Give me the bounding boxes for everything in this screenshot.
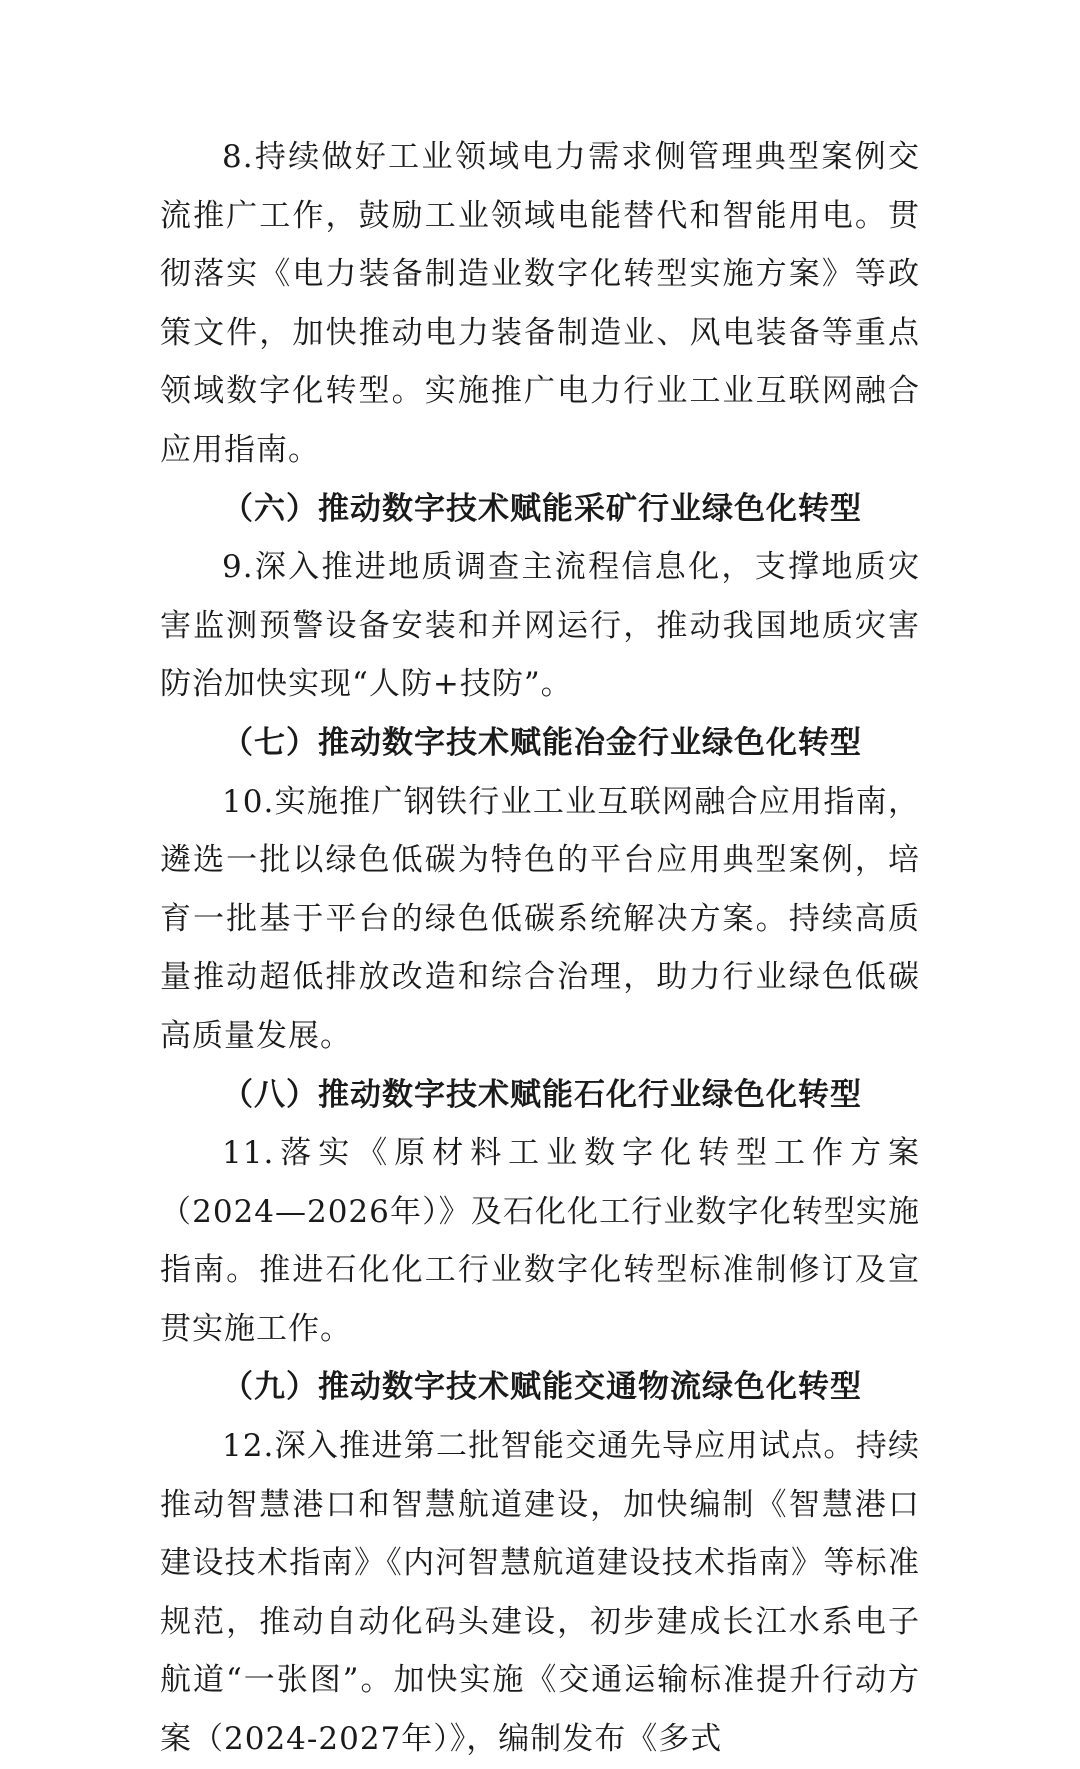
paragraph-8: 8.持续做好工业领域电力需求侧管理典型案例交流推广工作，鼓励工业领域电能替代和智能用电。贯彻落实《电力装备制造业数字化转型实施方案》等政策文件，加快推动电力装备制造业、风电装备等重点领域数字化转型。实施推广电力行业工业互联网融合应用指南。 [160,139,920,468]
paragraph-11: 11.落实《原材料工业数字化转型工作方案（2024—2026年）》及石化化工行业数字化转型实施指南。推进石化化工行业数字化转型标准制修订及宣贯实施工作。 [160,1135,920,1347]
paragraph-9: 9.深入推进地质调查主流程信息化，支撑地质灾害监测预警设备安装和并网运行，推动我国地质灾害防治加快实现“人防+技防”。 [160,549,920,703]
section-heading-9: （九）推动数字技术赋能交通物流绿色化转型 [222,1369,862,1406]
section-heading-7: （七）推动数字技术赋能冶金行业绿色化转型 [222,724,862,761]
paragraph-12: 12.深入推进第二批智能交通先导应用试点。持续推动智慧港口和智慧航道建设，加快编制《智慧港口建设技术指南》《内河智慧航道建设技术指南》等标准规范，推动自动化码头建设，初步建成长江水系电子航道“一张图”。加快实施《交通运输标准提升行动方案（2024-2027年）》，编制发布《多式 [160,1428,920,1758]
document-page [160,128,920,1769]
section-heading-6: （六）推动数字技术赋能采矿行业绿色化转型 [222,490,862,527]
paragraph-10: 10.实施推广钢铁行业工业互联网融合应用指南，遴选一批以绿色低碳为特色的平台应用典型案例，培育一批基于平台的绿色低碳系统解决方案。持续高质量推动超低排放改造和综合治理，助力行业绿色低碳高质量发展。 [160,783,920,1054]
section-heading-8: （八）推动数字技术赋能石化行业绿色化转型 [222,1076,862,1113]
